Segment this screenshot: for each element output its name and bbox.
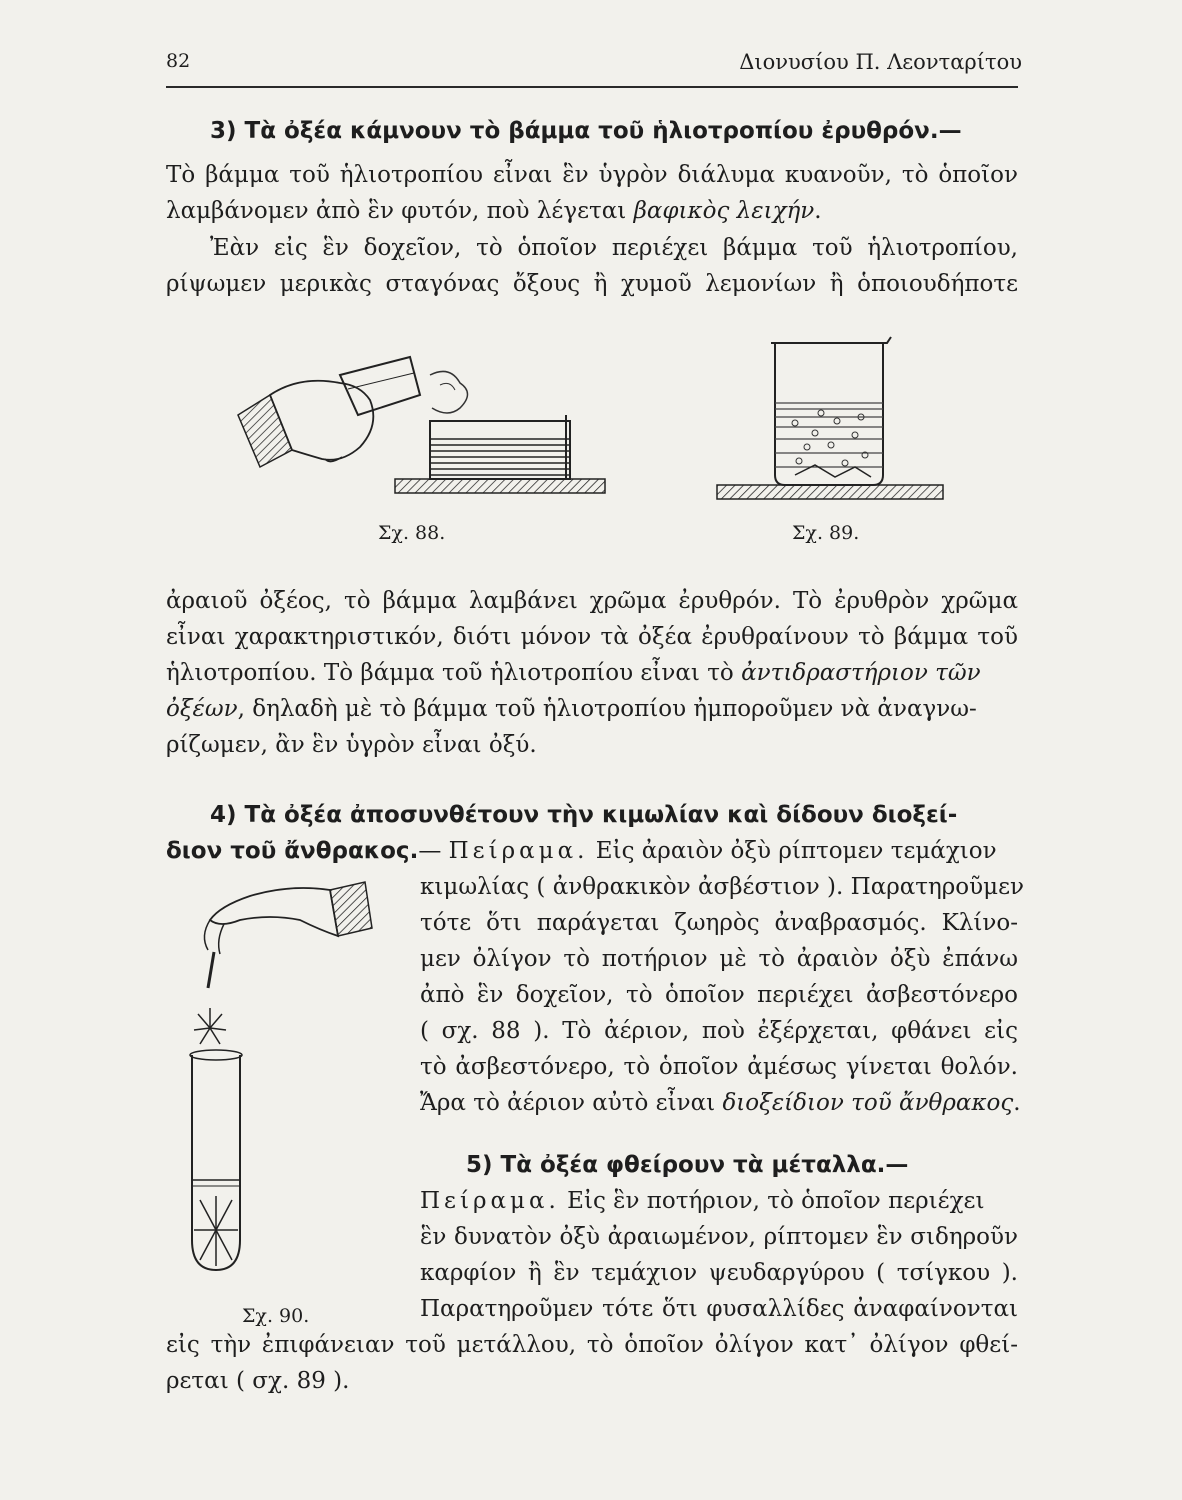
figure-90-caption: Σχ. 90.: [242, 1305, 310, 1327]
section4-line8: Ἄρα τὸ ἀέριον αὐτὸ εἶναι διοξείδιον τοῦ ἄνθρακος.: [420, 1090, 1021, 1116]
section3-p1-line1: Τὸ βάμμα τοῦ ἡλιοτροπίου εἶναι ἓν ὑγρὸν διάλυμα κυανοῦν, τὸ ὁποῖον: [166, 162, 1018, 188]
section3-p1-line2: λαμβάνομεν ἀπὸ ἓν φυτόν, ποὺ λέγεται βαφικὸς λειχήν.: [166, 198, 822, 224]
section5-line1: Πείραμα. Εἰς ἓν ποτήριον, τὸ ὁποῖον περιέχει: [420, 1188, 985, 1214]
section3-p2-line2: ρίψωμεν μερικὰς σταγόνας ὄξους ἢ χυμοῦ λεμονίων ἢ ὁποιουδήποτε: [166, 271, 1018, 297]
section3-p3-line2: εἶναι χαρακτηριστικόν, διότι μόνον τὰ ὀξέα ἐρυθραίνουν τὸ βάμμα τοῦ: [166, 624, 1018, 650]
figure-90-illustration: [180, 880, 380, 1280]
section5-line2: ἓν δυνατὸν ὀξὺ ἀραιωμένον, ρίπτομεν ἓν σιδηροῦν: [420, 1224, 1018, 1250]
figure-88-caption: Σχ. 88.: [378, 522, 446, 544]
section3-heading: 3) Τὰ ὀξέα κάμνουν τὸ βάμμα τοῦ ἡλιοτροπίου ἐρυθρόν.—: [210, 118, 962, 144]
section3-p3-line3: ἡλιοτροπίου. Τὸ βάμμα τοῦ ἡλιοτροπίου εἶναι τὸ ἀντιδραστήριον τῶν: [166, 660, 981, 686]
figure-89-illustration: [715, 335, 945, 510]
section3-p3-line1: ἀραιοῦ ὀξέος, τὸ βάμμα λαμβάνει χρῶμα ἐρυθρόν. Τὸ ἐρυθρὸν χρῶμα: [166, 588, 1018, 614]
page-number: 82: [166, 50, 191, 72]
section4-line4: μεν ὀλίγον τὸ ποτήριον μὲ τὸ ἀραιὸν ὀξὺ ἐπάνω: [420, 946, 1018, 972]
section5-line4: Παρατηροῦμεν τότε ὅτι φυσαλλίδες ἀναφαίνονται: [420, 1296, 1018, 1322]
section5-heading: 5) Τὰ ὀξέα φθείρουν τὰ μέταλλα.—: [466, 1152, 909, 1178]
section5-line6: ρεται ( σχ. 89 ).: [166, 1368, 350, 1394]
figure-89-caption: Σχ. 89.: [792, 522, 860, 544]
section3-p3-line5: ρίζωμεν, ἂν ἓν ὑγρὸν εἶναι ὀξύ.: [166, 732, 537, 758]
section3-p2-line1: Ἐὰν εἰς ἓν δοχεῖον, τὸ ὁποῖον περιέχει βάμμα τοῦ ἡλιοτροπίου,: [210, 235, 1018, 261]
section4-line2: κιμωλίας ( ἀνθρακικὸν ἀσβέστιον ). Παρατηροῦμεν: [420, 874, 1024, 900]
running-header-author: Διονυσίου Π. Λεονταρίτου: [739, 50, 1022, 74]
figure-88-illustration: [230, 355, 610, 505]
section4-heading-line1: 4) Τὰ ὀξέα ἀποσυνθέτουν τὴν κιμωλίαν καὶ δίδουν διοξεί-: [210, 802, 958, 828]
section4-heading-line2: διον τοῦ ἄνθρακος.: [166, 838, 419, 864]
section5-line5: εἰς τὴν ἐπιφάνειαν τοῦ μετάλλου, τὸ ὁποῖον ὀλίγον κατ᾽ ὀλίγον φθεί-: [166, 1332, 1018, 1358]
header-rule: [166, 86, 1018, 88]
section4-line3: τότε ὅτι παράγεται ζωηρὸς ἀναβρασμός. Κλίνο-: [420, 910, 1018, 936]
section5-line3: καρφίον ἢ ἓν τεμάχιον ψευδαργύρου ( τσίγκου ).: [420, 1260, 1018, 1286]
section4-line7: τὸ ἀσβεστόνερο, τὸ ὁποῖον ἀμέσως γίνεται θολόν.: [420, 1054, 1018, 1080]
section4-line1: διον τοῦ ἄνθρακος.— Πείραμα. Εἰς ἀραιὸν ὀξὺ ρίπτομεν τεμάχιον: [166, 838, 997, 864]
section3-p3-line4: ὀξέων, δηλαδὴ μὲ τὸ βάμμα τοῦ ἡλιοτροπίου ἠμποροῦμεν νὰ ἀναγνω-: [166, 696, 977, 722]
section4-line6: ( σχ. 88 ). Τὸ ἀέριον, ποὺ ἐξέρχεται, φθάνει εἰς: [420, 1018, 1018, 1044]
section4-line5: ἀπὸ ἓν δοχεῖον, τὸ ὁποῖον περιέχει ἀσβεστόνερο: [420, 982, 1018, 1008]
